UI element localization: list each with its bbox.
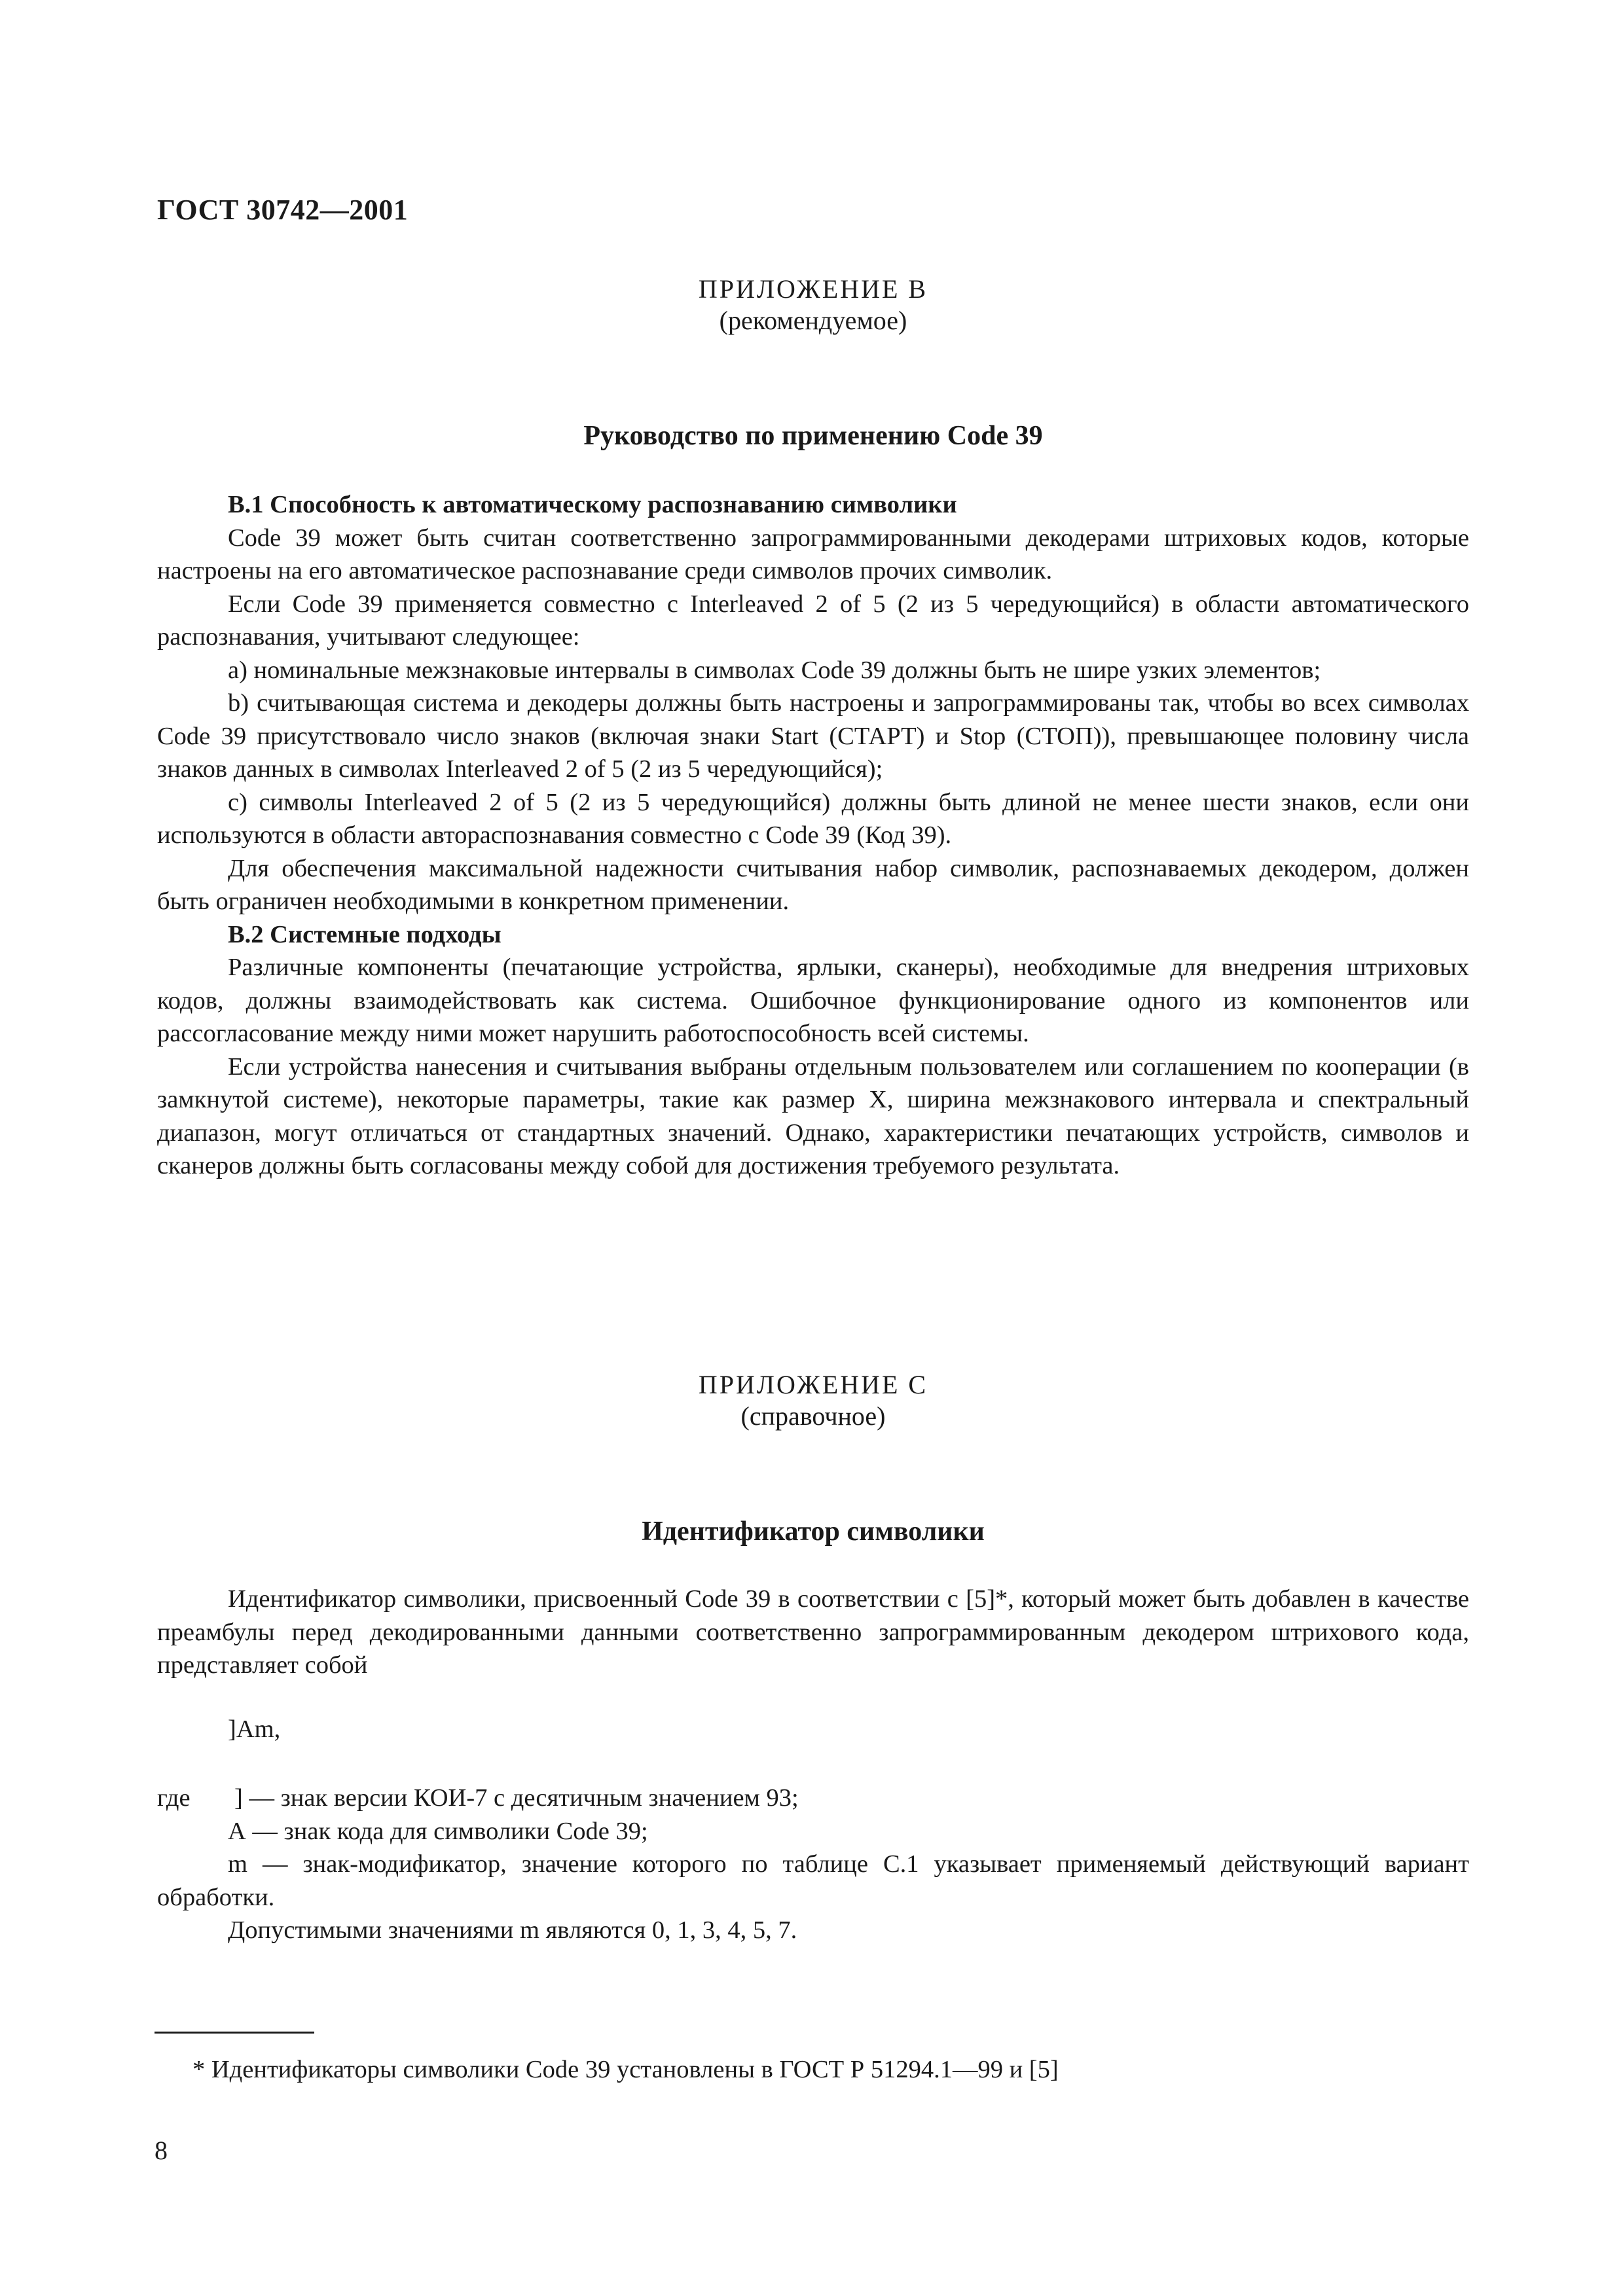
where-item: А — знак кода для символики Code 39;: [228, 1817, 648, 1845]
list-item-a: а) номинальные межзнаковые интервалы в символах Code 39 должны быть не шире узких элементов;: [228, 656, 1321, 684]
annex-c-intro: [157, 1583, 1469, 1682]
annex-b-type: (рекомендуемое): [719, 306, 907, 335]
page-number: 8: [155, 2136, 168, 2165]
paragraph: Идентификатор символики, присвоенный Code 39 в соответствии с [5]*, который может быть добавлен в качестве преамбулы перед декодированными данными соответственно запрограммированным декодером штрихового кода, представляет собой: [157, 1585, 1469, 1679]
standard-id: ГОСТ 30742—2001: [157, 194, 409, 226]
paragraph: Если Code 39 применяется совместно с Interleaved 2 of 5 (2 из 5 чередующийся) в области автоматического распознавания, учитывают следующее:: [157, 590, 1469, 651]
formula: ]Am,: [228, 1715, 281, 1743]
where-word: где: [157, 1784, 191, 1812]
list-item-b: b) считывающая система и декодеры должны быть настроены и запрограммированы так, чтобы во всех символах Code 39 присутствовало число знаков (включая знаки Start (СТАРТ) и Stop (СТОП)), превышающее половину числа знаков данных в символах Interleaved 2 of 5 (2 из 5 чередующийся);: [157, 689, 1469, 783]
paragraph: Code 39 может быть считан соответственно запрограммированными декодерами штриховых кодов, которые настроены на его автоматическое распознавание среди символов прочих символик.: [157, 524, 1469, 584]
annex-b-title: ПРИЛОЖЕНИЕ В: [698, 274, 928, 304]
section-b2-heading: В.2 Системные подходы: [228, 920, 501, 948]
paragraph: Если устройства нанесения и считывания выбраны отдельным пользователем или соглашением по кооперации (в замкнутой системе), некоторые параметры, такие как размер X, ширина межзнакового интервала и спектральный диапазон, могут отличаться от стандартных значений. Однако, характеристики печатающих устройств, символов и сканеров должны быть согласованы между собой для достижения требуемого результата.: [157, 1052, 1469, 1179]
paragraph: Для обеспечения максимальной надежности считывания набор символик, распознаваемых декодером, должен быть ограничен необходимыми в конкретном применении.: [157, 854, 1469, 915]
annex-b-heading: Руководство по применению Code 39: [583, 421, 1043, 451]
allowed-values: Допустимыми значениями m являются 0, 1, 3, 4, 5, 7.: [228, 1916, 797, 1944]
footnote-divider: [155, 2032, 314, 2034]
where-item: ] — знак версии КОИ-7 с десятичным значением 93;: [234, 1784, 799, 1812]
annex-c-type: (справочное): [740, 1401, 886, 1431]
annex-c-title: ПРИЛОЖЕНИЕ С: [698, 1370, 928, 1399]
where-item: m — знак-модификатор, значение которого по таблице С.1 указывает применяемый действующий вариант обработки.: [157, 1850, 1469, 1911]
where-item-first: [157, 1782, 1469, 1815]
paragraph: Различные компоненты (печатающие устройства, ярлыки, сканеры), необходимые для внедрения штриховых кодов, должны взаимодействовать как система. Ошибочное функционирование одного из компонентов или рассогласование между ними может нарушить работоспособность всей системы.: [157, 954, 1469, 1047]
annex-b-body: [157, 488, 1469, 1183]
annex-c-heading: Идентификатор символики: [642, 1516, 985, 1547]
section-b1-heading: В.1 Способность к автоматическому распознаванию символики: [228, 491, 957, 518]
footnote: * Идентификаторы символики Code 39 установлены в ГОСТ Р 51294.1—99 и [5]: [192, 2056, 1059, 2083]
list-item-c: с) символы Interleaved 2 of 5 (2 из 5 чередующийся) должны быть длиной не менее шести знаков, если они используются в области автораспознавания совместно с Code 39 (Код 39).: [157, 788, 1469, 849]
where-list: [157, 1782, 1469, 1947]
